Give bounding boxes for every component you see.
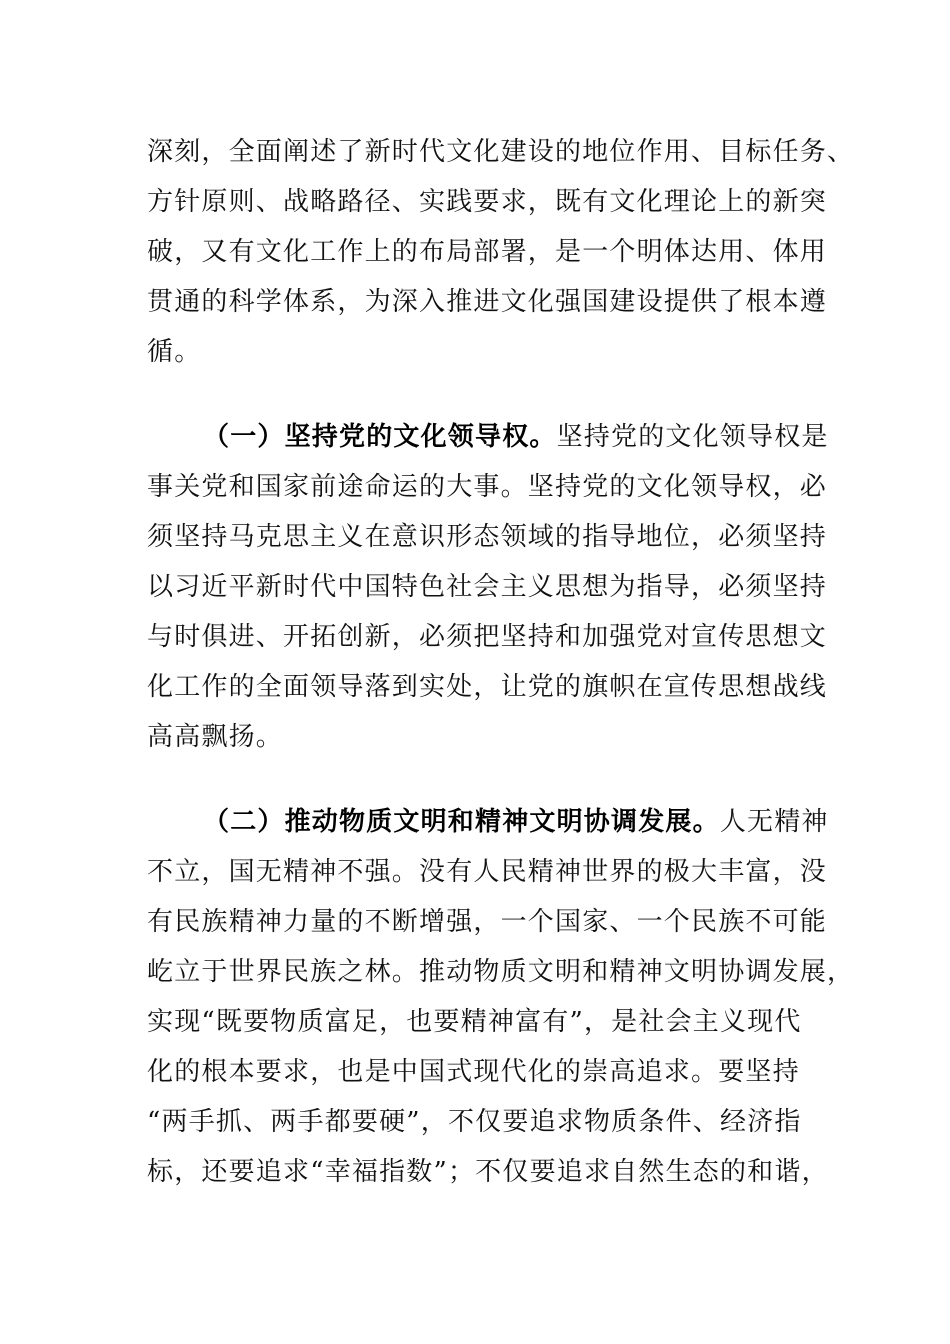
- text-line: 化的根本要求，也是中国式现代化的崇高追求。要坚持: [147, 1057, 800, 1087]
- text-line: 事关党和国家前途命运的大事。坚持党的文化领导权，必: [147, 472, 828, 502]
- text-line: 实现“既要物质富足，也要精神富有”，是社会主义现代: [147, 1007, 802, 1037]
- section-2-paragraph: [147, 797, 855, 1197]
- text-line: 高高飘扬。: [147, 722, 284, 752]
- text-line: 方针原则、战略路径、实践要求，既有文化理论上的新突: [147, 187, 828, 217]
- text-line: 与时俱进、开拓创新，必须把坚持和加强党对宣传思想文: [147, 622, 828, 652]
- section-2-first-line-text: 人无精神: [719, 807, 829, 837]
- text-line: 破，又有文化工作上的布局部署，是一个明体达用、体用: [147, 237, 828, 267]
- text-line: 深刻，全面阐述了新时代文化建设的地位作用、目标任务、: [147, 137, 855, 167]
- text-line: 不立，国无精神不强。没有人民精神世界的极大丰富，没: [147, 857, 828, 887]
- text-line: 以习近平新时代中国特色社会主义思想为指导，必须坚持: [147, 572, 828, 602]
- text-line: 标，还要追求“幸福指数”；不仅要追求自然生态的和谐，: [147, 1157, 829, 1187]
- text-line: 有民族精神力量的不断增强，一个国家、一个民族不可能: [147, 907, 828, 937]
- section-1-first-line: [147, 412, 829, 462]
- section-2-first-line: [147, 797, 829, 847]
- text-line: 贯通的科学体系，为深入推进文化强国建设提供了根本遵: [147, 287, 828, 317]
- text-line: 循。: [147, 337, 202, 367]
- section-1-first-line-text: 坚持党的文化领导权是: [556, 422, 829, 452]
- text-line: 屹立于世界民族之林。推动物质文明和精神文明协调发展，: [147, 957, 855, 987]
- intro-paragraph: [147, 127, 855, 377]
- section-1-paragraph: [147, 412, 829, 762]
- text-line: 化工作的全面领导落到实处，让党的旗帜在宣传思想战线: [147, 672, 828, 702]
- section-1-heading: （一）坚持党的文化领导权。: [203, 422, 557, 452]
- text-line: “两手抓、两手都要硬”，不仅要追求物质条件、经济指: [147, 1107, 802, 1137]
- text-line: 须坚持马克思主义在意识形态领域的指导地位，必须坚持: [147, 522, 828, 552]
- section-2-heading: （二）推动物质文明和精神文明协调发展。: [203, 807, 720, 837]
